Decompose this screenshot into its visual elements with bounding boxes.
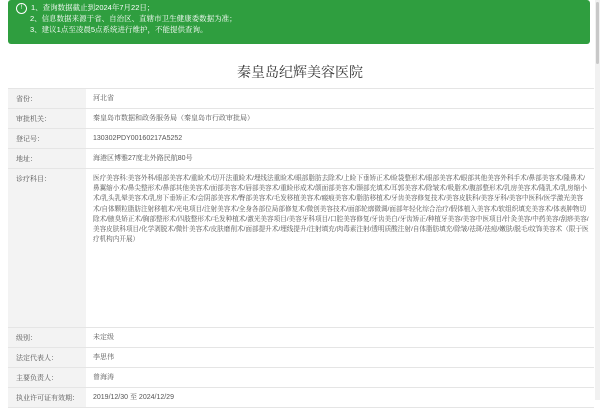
- row-key: 级别：: [8, 328, 86, 347]
- table-row-validity: [8, 388, 594, 408]
- table-row-reg-number: [8, 129, 594, 149]
- page-title: 秦皇岛纪辉美容医院: [237, 64, 363, 80]
- row-key: 主要负责人：: [8, 368, 86, 387]
- notice-item: 2、信息数据来源于省、自治区、直辖市卫生健康委数据为准；: [30, 14, 237, 23]
- page-scrollbar[interactable]: [595, 0, 600, 400]
- table-row-province: [8, 89, 594, 109]
- row-key: 审批机关：: [8, 109, 86, 128]
- row-value: 秦皇岛市数据和政务服务局（秦皇岛市行政审批局）: [93, 115, 254, 122]
- notice-item: 3、建议1点至凌晨5点系统进行维护，不能提供查询。: [30, 24, 208, 34]
- table-row-legal-rep: [8, 348, 594, 368]
- notice-item: 1、查询数据截止到2024年7月22日；: [31, 3, 155, 13]
- scrollbar-thumb[interactable]: [596, 2, 599, 64]
- notice-row: [8, 14, 590, 25]
- row-value: 李思伟: [93, 354, 114, 361]
- notice-row: [8, 25, 590, 36]
- row-value: 2019/12/30 至 2024/12/29: [93, 394, 174, 401]
- row-key: 地址：: [8, 149, 86, 168]
- row-value: 130302PDY00160217A5252: [93, 135, 183, 142]
- notice-row: [8, 3, 590, 14]
- row-key: 诊疗科目：: [8, 169, 86, 327]
- info-table: [8, 88, 594, 408]
- table-row-address: [8, 149, 594, 169]
- notice-banner: [8, 0, 590, 44]
- row-key: 省份：: [8, 89, 86, 108]
- table-row-authority: [8, 109, 594, 129]
- row-key: 法定代表人：: [8, 348, 86, 367]
- row-value-scope: 医疗美容科:美容外科/眼部美容术/重睑术/切开法重睑术/埋线法重睑术/眼部脂肪去除术/上睑下垂矫正术/睑袋整形术/眼部美容术/眼部其他美容外科手术/鼻部美容术/隆鼻术/鼻翼缩小术/鼻尖整形术/鼻部其他美容术/面部美容术/唇部美容术/重睑形成术/颌面部美容术/颞部充填术/耳郭美容术/除皱术/吸脂术/腹部整形术/乳房美容术/隆乳术/乳房缩小术/乳头乳晕美容术/乳房下垂矫正术/会阴部美容术/臀部美容术/毛发移植美容术/瘢痕美容术/脂肪移植术/牙齿美容修复技术/美容皮肤科/美容牙科/美容中医科/医学激光美容术/自体颗粒脂肪注射移植术/光电项目/注射美容术/全身各部位局部修复术/微创美容技术/面部轮廓微调/面部年轻化综合治疗/假体植入美容术/软组织填充美容术/体表肿物切除术/腋臭矫正术/胸部整形术/四肢整形术/毛发种植术/激光美容项目/美容牙科项目/口腔美容修复/牙齿美白/牙齿矫正/种植牙美容/美容中医项目/针灸美容/中药美容/刮痧美容/美容皮肤科项目/化学剥脱术/微针美容术/皮肤磨削术/面部提升术/埋线提升/注射填充/肉毒素注射/透明质酸注射/自体脂肪填充/除皱/祛斑/祛痘/嫩肤/脱毛/纹饰美容术（限于医疗机构内开展）: [93, 175, 589, 244]
- row-value: 海港区博雅27度北外路民航80号: [93, 155, 193, 162]
- row-key: 登记号：: [8, 129, 86, 148]
- table-row-manager: [8, 368, 594, 388]
- row-key: 执业许可证有效期：: [8, 388, 86, 407]
- info-icon: !: [16, 3, 27, 14]
- table-row-scope: [8, 169, 594, 328]
- row-value: 曾海涛: [93, 374, 114, 381]
- row-value: 河北省: [93, 95, 114, 102]
- table-row-level: [8, 328, 594, 348]
- row-value: 未定级: [93, 334, 114, 341]
